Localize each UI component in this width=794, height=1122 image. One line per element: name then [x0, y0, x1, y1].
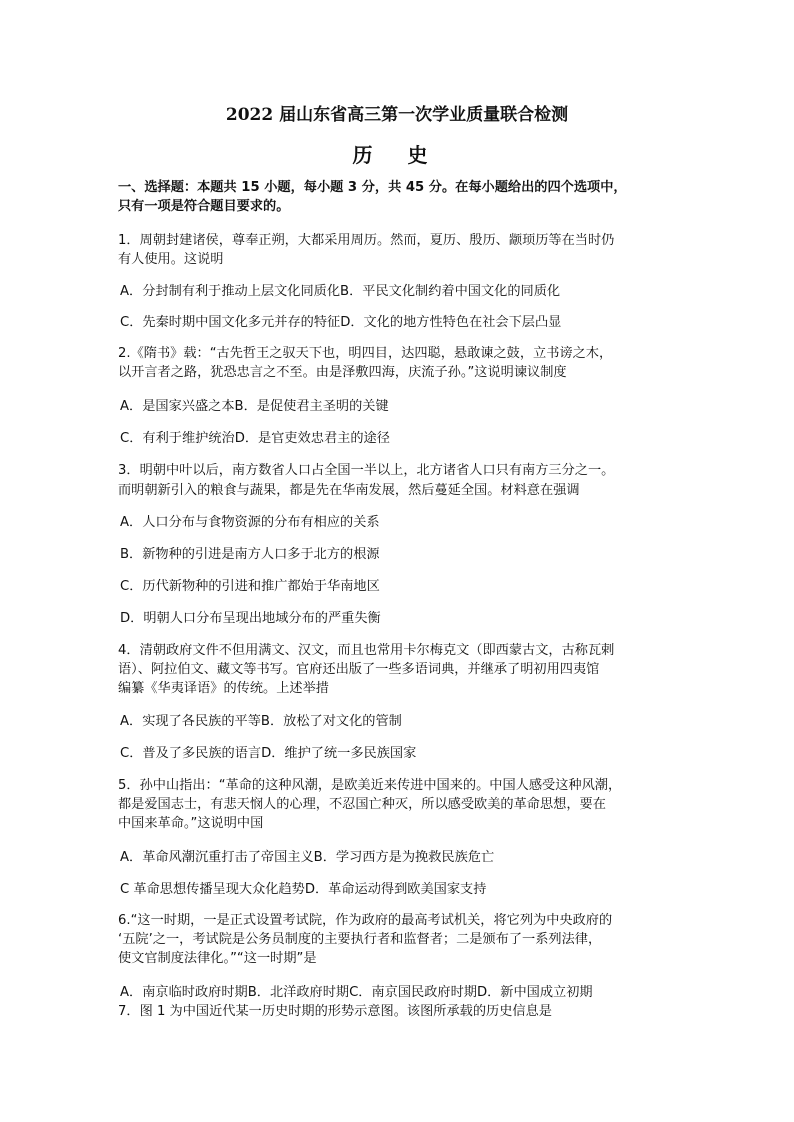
- question-5-stem-line2: 都是爱国志士，有悲天悯人的心理，不忍国亡种灭，所以感受欧美的革命思想，要在: [118, 797, 606, 812]
- question-4-stem-line1: 4．清朝政府文件不但用满文、汉文，而且也常用卡尔梅克文（即西蒙古文，古称瓦剌: [118, 643, 615, 658]
- exam-title: 2022 届山东省高三第一次学业质量联合检测: [225, 105, 569, 125]
- question-3-stem-line2: 而明朝新引入的粮食与蔬果，都是先在华南发展，然后蔓延全国。材料意在强调: [118, 483, 580, 498]
- question-2-options-2: C．有利于维护统治D．是官吏效忠君主的途径: [120, 431, 390, 446]
- question-3-option-d: D．明朝人口分布呈现出地域分布的严重失衡: [120, 611, 381, 626]
- question-1-options-2: C．先秦时期中国文化多元并存的特征D．文化的地方性特色在社会下层凸显: [120, 315, 562, 330]
- question-4-options-1: A．实现了各民族的平等B．放松了对文化的管制: [120, 714, 402, 729]
- question-3-option-a: A．人口分布与食物资源的分布有相应的关系: [120, 515, 380, 530]
- question-3-option-b: B．新物种的引进是南方人口多于北方的根源: [120, 547, 380, 562]
- question-5-stem-line1: 5．孙中山指出：“革命的这种风潮，是欧美近来传进中国来的。中国人感受这种风潮，: [118, 778, 622, 793]
- question-7-stem: 7．图 1 为中国近代某一历史时期的形势示意图。该图所承载的历史信息是: [118, 1004, 552, 1019]
- question-1-options-1: A．分封制有利于推动上层文化同质化B．平民文化制约着中国文化的同质化: [120, 284, 561, 299]
- question-3-option-c: C．历代新物种的引进和推广都始于华南地区: [120, 579, 380, 594]
- question-5-options-1: A．革命风潮沉重打击了帝国主义B．学习西方是为挽救民族危亡: [120, 850, 495, 865]
- question-4-stem-line3: 编纂《华夷译语》的传统。上述举措: [118, 681, 329, 696]
- question-5-stem-line3: 中国来革命。”这说明中国: [118, 816, 264, 831]
- question-3-stem-line1: 3．明朝中叶以后，南方数省人口占全国一半以上，北方诸省人口只有南方三分之一。: [118, 463, 615, 478]
- question-2-options-1: A．是国家兴盛之本B．是促使君主圣明的关键: [120, 399, 389, 414]
- question-4-stem-line2: 语）、阿拉伯文、藏文等书写。官府还出版了一些多语词典，并继承了明初用四夷馆: [118, 662, 600, 677]
- question-2-stem-line2: 以开言者之路，犹恐忠言之不至。由是泽敷四海，庆流子孙。”这说明谏议制度: [118, 365, 567, 380]
- question-2-stem-line1: 2.《隋书》载：“古先哲王之驭天下也，明四目，达四聪，悬敢谏之鼓，立书谤之木，: [118, 346, 613, 361]
- question-5-options-2: C 革命思想传播呈现大众化趋势D．革命运动得到欧美国家支持: [120, 882, 487, 897]
- question-1-stem-line1: 1．周朝封建诸侯，尊奉正朔，大都采用周历。然而，夏历、殷历、颛顼历等在当时仍: [118, 233, 615, 248]
- subject-title: 历 史: [352, 143, 442, 167]
- question-6-stem-line1: 6.“这一时期，一是正式设置考试院，作为政府的最高考试机关，将它列为中央政府的: [118, 913, 613, 928]
- question-1-stem-line2: 有人使用。这说明: [118, 252, 224, 267]
- section-instructions-line1: 一、选择题：本题共 15 小题，每小题 3 分，共 45 分。在每小题给出的四个选项中，: [118, 180, 627, 195]
- question-4-options-2: C．普及了多民族的语言D．维护了统一多民族国家: [120, 746, 417, 761]
- question-6-stem-line2: ‘五院’之一，考试院是公务员制度的主要执行者和监督者；二是颁布了一系列法律，: [118, 932, 602, 947]
- question-6-options: A．南京临时政府时期B．北洋政府时期C．南京国民政府时期D．新中国成立初期: [120, 985, 593, 1000]
- question-6-stem-line3: 使文官制度法律化。”“这一时期”是: [118, 951, 317, 966]
- section-instructions-line2: 只有一项是符合题目要求的。: [118, 199, 290, 214]
